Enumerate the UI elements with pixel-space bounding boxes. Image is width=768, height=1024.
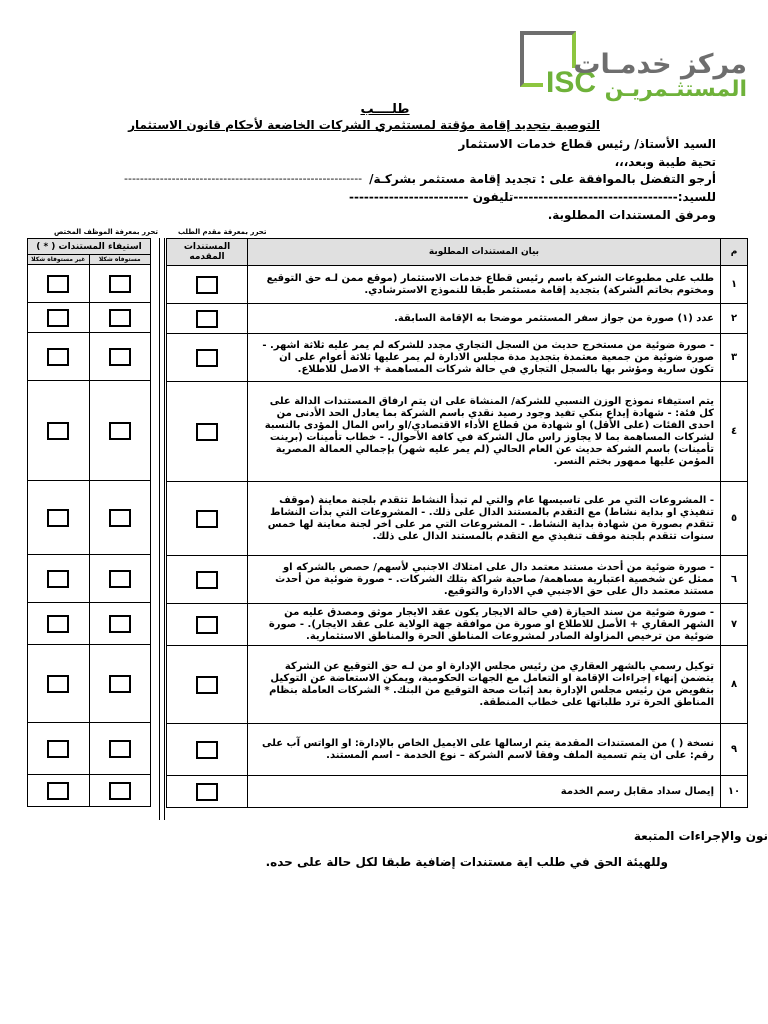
submitted-checkbox[interactable] [196, 423, 218, 441]
table-row [167, 646, 748, 724]
table-row [167, 556, 748, 604]
col-formal: مستوفاه شكلا [89, 255, 151, 265]
review-table [27, 238, 151, 807]
submitted-checkbox[interactable] [196, 676, 218, 694]
row-text: - صورة ضوئية من أحدث مستند معتمد دال على امتلاك الاجنبي لأسهم/ حصص بالشركه او ممثل عن شخصية اعتبارية مساهمة/ صاحبة شراكة بتلك الشركات. - صورة ضوئية من أحدث مستند معتمد دال على حق الاجنبي في الادارة والتوقيع. [248, 556, 721, 604]
formal-checkbox[interactable] [109, 615, 131, 633]
row-text: - صورة ضوئية من سند الحيازة (في حالة الايجار يكون عقد الايجار موثق ومصدق عليه من الشهر العقاري + الأصل للاطلاع او صورة من موافقة جهة الولاية على عقد الايجار). - صورة ضوئية من ترخيص المزاولة الصادر لمشروعات المناطق الحرة والمناطق الاستثمارية. [248, 604, 721, 646]
formal-checkbox[interactable] [109, 570, 131, 588]
greeting: تحية طيبة وبعد،،، [614, 155, 716, 169]
table-row [167, 604, 748, 646]
submitted-checkbox[interactable] [196, 510, 218, 528]
submitted-checkbox[interactable] [196, 310, 218, 328]
table-row [167, 304, 748, 334]
row-number: ٢ [721, 304, 748, 334]
not-formal-checkbox[interactable] [47, 675, 69, 693]
column-divider [159, 238, 165, 820]
col-submitted: المستندات المقدمه [167, 239, 248, 266]
row-text: إيصال سداد مقابل رسم الخدمة [248, 776, 721, 808]
formal-checkbox[interactable] [109, 309, 131, 327]
formal-checkbox[interactable] [109, 422, 131, 440]
row-text: نسخة ( ) من المستندات المقدمة يتم ارسالها على الايميل الخاص بالإدارة: او الواتس آب على رقم: على ان يتم تسمية الملف وفقا لاسم الشركة – نوع الخدمة - اسم المستند. [248, 724, 721, 776]
col-completeness: استيفاء المستندات ( * ) [28, 239, 151, 255]
row-text: عدد (١) صورة من جواز سفر المستثمر موضحا به الإقامة السابقة. [248, 304, 721, 334]
page-subtitle: التوصية بتجديد إقامة مؤقتة لمستثمري الشركات الخاضعة لأحكام قانون الاستثمار [128, 118, 600, 132]
table-row [167, 266, 748, 304]
table-row [167, 382, 748, 482]
table-row [167, 776, 748, 808]
table-row [167, 334, 748, 382]
not-formal-checkbox[interactable] [47, 509, 69, 527]
logo-arabic-line1: مركز خدمـات [573, 49, 747, 80]
row-text: - المشروعات التي مر على تاسيسها عام والتي لم تبدأ النشاط تتقدم بلجنة معاينة (موقف تنفيذي او بداية نشاط) مع التقدم بالمستند الدال على ذلك. - المشروعات التي بدأت النشاط تتقدم بصورة من شهادة بداية النشاط. - المشروعات التي مر على اخر لجنة معاينة لها خمس سنوات تتقدم بلجنة موقف تنفيذي مع التقدم بالمستند الدال على ذلك. [248, 482, 721, 556]
formal-checkbox[interactable] [109, 509, 131, 527]
row-number: ٣ [721, 334, 748, 382]
row-number: ١٠ [721, 776, 748, 808]
submitted-checkbox[interactable] [196, 783, 218, 801]
not-formal-checkbox[interactable] [47, 782, 69, 800]
not-formal-checkbox[interactable] [47, 309, 69, 327]
row-number: ٤ [721, 382, 748, 482]
row-text: طلب على مطبوعات الشركة باسم رئيس قطاع خدمات الاستثمار (موقع ممن لـه حق التوقيع ومختوم بخاتم الشركة) بتجديد إقامة مستثمر طبقا للنموذج الاسترشادي. [248, 266, 721, 304]
row-number: ٥ [721, 482, 748, 556]
investor-line: للسيد:---------------------------------تليفون ------------------------ [348, 190, 716, 204]
not-formal-checkbox[interactable] [47, 275, 69, 293]
col-number: م [721, 239, 748, 266]
row-text: يتم استيفاء نموذج الوزن النسبي للشركة/ المنشاة على ان يتم ارفاق المستندات الدالة على كل فئة: - شهادة إيداع بنكي تفيد وجود رصيد نقدي باسم الشركة بما يعادل الحد الأدنى من احدى الفئات (على الأقل) او شهادة من قطاع الأداء الاقتصادي/او راس المال المؤدى بالنسبة لشركات المساهمة بما لا يجاوز راس مال الشركة في كافة الأحوال. - خطاب تأمينات (برينت تأمينات) باسم الشركة حديث عن العام الحالي (لم يمر عليه شهر) بإجمالي العمالة المصرية المؤمن عليها ممهور بختم النسر. [248, 382, 721, 482]
footer-note: وللهيئة الحق في طلب اية مستندات إضافية طبقا لكل حالة على حده. [265, 855, 668, 869]
attached-line: ومرفق المستندات المطلوبة. [547, 208, 716, 222]
isc-logo [517, 28, 747, 100]
formal-checkbox[interactable] [109, 348, 131, 366]
request-line: أرجو التفضل بالموافقة على : تجديد إقامة مستثمر بشركـة/ [369, 172, 716, 186]
page-title: طلــــب [360, 102, 410, 117]
addressee: السيد الأستاذ/ رئيس قطاع خدمات الاستثمار [458, 137, 716, 151]
request-blank: ------------------------------------------------------------ [124, 172, 363, 185]
row-number: ٧ [721, 604, 748, 646]
submitted-checkbox[interactable] [196, 616, 218, 634]
row-number: ٦ [721, 556, 748, 604]
not-formal-checkbox[interactable] [47, 740, 69, 758]
not-formal-checkbox[interactable] [47, 348, 69, 366]
row-number: ٨ [721, 646, 748, 724]
footer-note-cut: نون والإجراءات المتبعة [633, 829, 768, 843]
not-formal-checkbox[interactable] [47, 615, 69, 633]
logo-arabic-line2: المستثـمريـن [604, 77, 747, 102]
logo-abbr: ISC [543, 68, 599, 98]
row-number: ٩ [721, 724, 748, 776]
applicant-caption: تحرر بمعرفة مقدم الطلب [178, 228, 267, 236]
submitted-checkbox[interactable] [196, 276, 218, 294]
row-number: ١ [721, 266, 748, 304]
submitted-checkbox[interactable] [196, 349, 218, 367]
table-row [167, 482, 748, 556]
not-formal-checkbox[interactable] [47, 570, 69, 588]
col-not-formal: غير مستوفاه شكلا [28, 255, 90, 265]
row-text: - صورة ضوئية من مستخرج حديث من السجل التجاري مجدد للشركه لم يمر عليه ثلاثة اشهر. - صورة ضوئية من جمعية معتمدة بتجديد مدة مجلس الادارة لم يمر عليها ثلاثة أعوام على ان تكون سارية ومؤشر بها بالسجل التجاري في حالة شركات المساهمة + الاصل للاطلاع. [248, 334, 721, 382]
formal-checkbox[interactable] [109, 275, 131, 293]
formal-checkbox[interactable] [109, 675, 131, 693]
not-formal-checkbox[interactable] [47, 422, 69, 440]
employee-caption: تحرر بمعرفة الموظف المختص [54, 228, 159, 236]
row-text: توكيل رسمي بالشهر العقاري من رئيس مجلس الإدارة او من لـه حق التوقيع عن الشركة يتضمن إنهاء إجراءات الإقامة او التعامل مع الجهات الحكومية، ويمكن الاستعاضة عن التوكيل بتفويض من رئيس مجلس الإدارة بعد إثبات صحة التوقيع من البنك. * الشركات العاملة بنظام المناطق الحرة ترد طلباتها على خطاب المنطقة. [248, 646, 721, 724]
submitted-checkbox[interactable] [196, 571, 218, 589]
formal-checkbox[interactable] [109, 782, 131, 800]
table-row [167, 724, 748, 776]
formal-checkbox[interactable] [109, 740, 131, 758]
col-description: بيان المستندات المطلوبة [248, 239, 721, 266]
submitted-checkbox[interactable] [196, 741, 218, 759]
documents-table [166, 238, 748, 808]
